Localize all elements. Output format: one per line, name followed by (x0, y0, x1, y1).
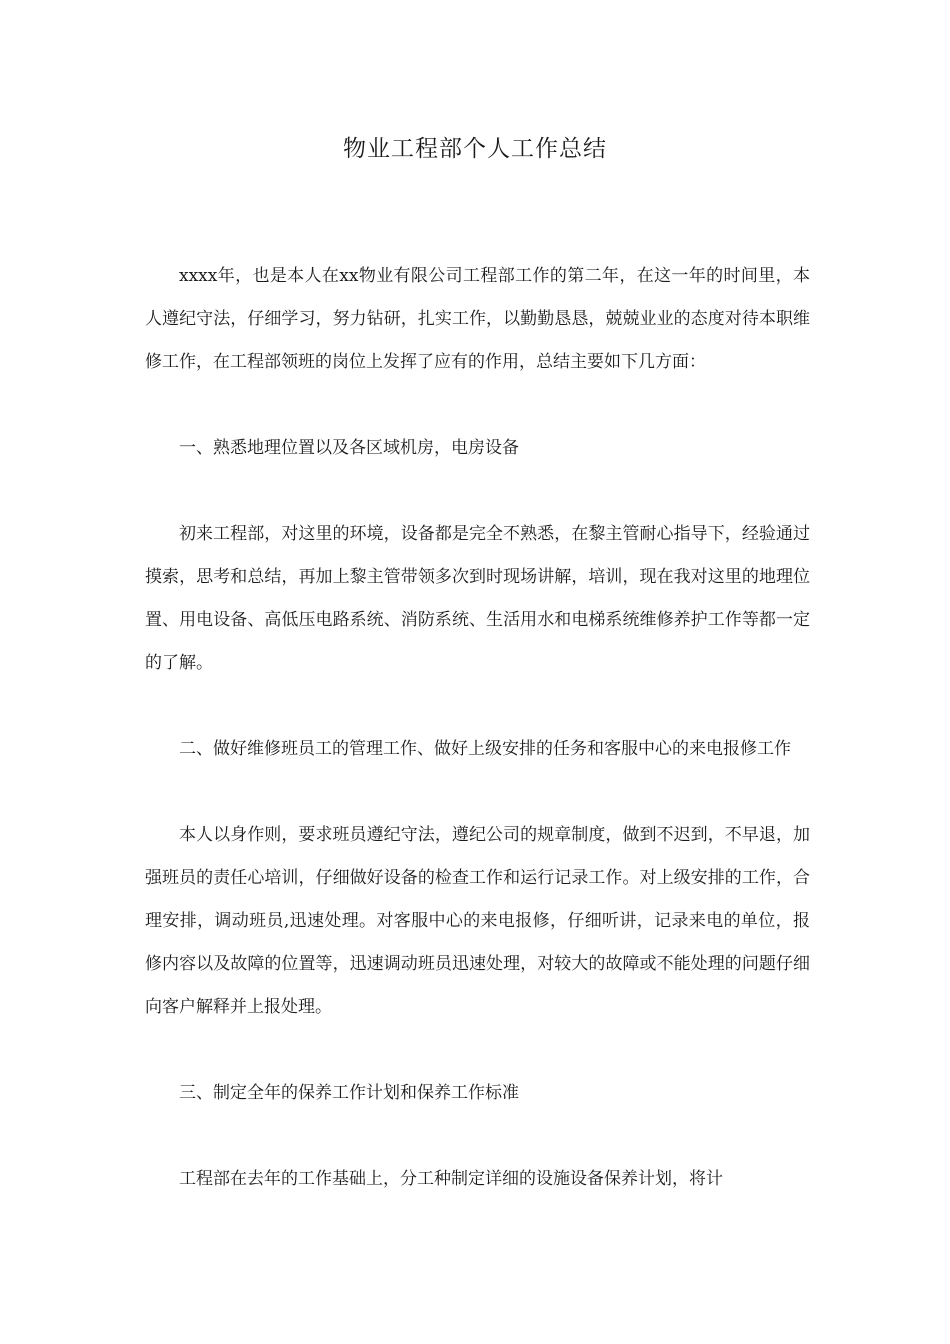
paragraph-spacer (145, 1029, 810, 1072)
paragraph-spacer (145, 771, 810, 814)
paragraph-section-3: 工程部在去年的工作基础上，分工种制定详细的设施设备保养计划，将计 (179, 1169, 723, 1189)
paragraph-section-1: 初来工程部，对这里的环境，设备都是完全不熟悉，在黎主管耐心指导下，经验通过摸索，思考和总结，再加上黎主管带领多次到时现场讲解，培训，现在我对这里的地理位置、用电设备、高低压电路系统、消防系统、生活用水和电梯系统维修养护工作等都一定的了解。 (145, 524, 810, 673)
paragraph-spacer (145, 384, 810, 427)
paragraph-section-2: 本人以身作则，要求班员遵纪守法，遵纪公司的规章制度，做到不迟到，不早退，加强班员的责任心培训，仔细做好设备的检查工作和运行记录工作。对上级安排的工作，合理安排，调动班员,迅速处理。对客服中心的来电报修，仔细听讲，记录来电的单位，报修内容以及故障的位置等，迅速调动班员迅速处理，对较大的故障或不能处理的问题仔细向客户解释并上报处理。 (145, 825, 810, 1017)
section-heading-3: 三、制定全年的保养工作计划和保养工作标准 (179, 1083, 519, 1103)
paragraph-spacer (145, 470, 810, 513)
paragraph-spacer (145, 1115, 810, 1158)
paragraph-intro: xxxx年，也是本人在xx物业有限公司工程部工作的第二年，在这一年的时间里，本人遵纪守法，仔细学习，努力钻研，扎实工作，以勤勤恳恳，兢兢业业的态度对待本职维修工作，在工程部领班的岗位上发挥了应有的作用，总结主要如下几方面： (145, 266, 810, 372)
section-heading-1: 一、熟悉地理位置以及各区域机房，电房设备 (179, 438, 519, 458)
document-title: 物业工程部个人工作总结 (343, 136, 607, 162)
section-heading-2: 二、做好维修班员工的管理工作、做好上级安排的任务和客服中心的来电报修工作 (179, 739, 791, 759)
paragraph-spacer (145, 685, 810, 728)
document-body (145, 255, 810, 1201)
